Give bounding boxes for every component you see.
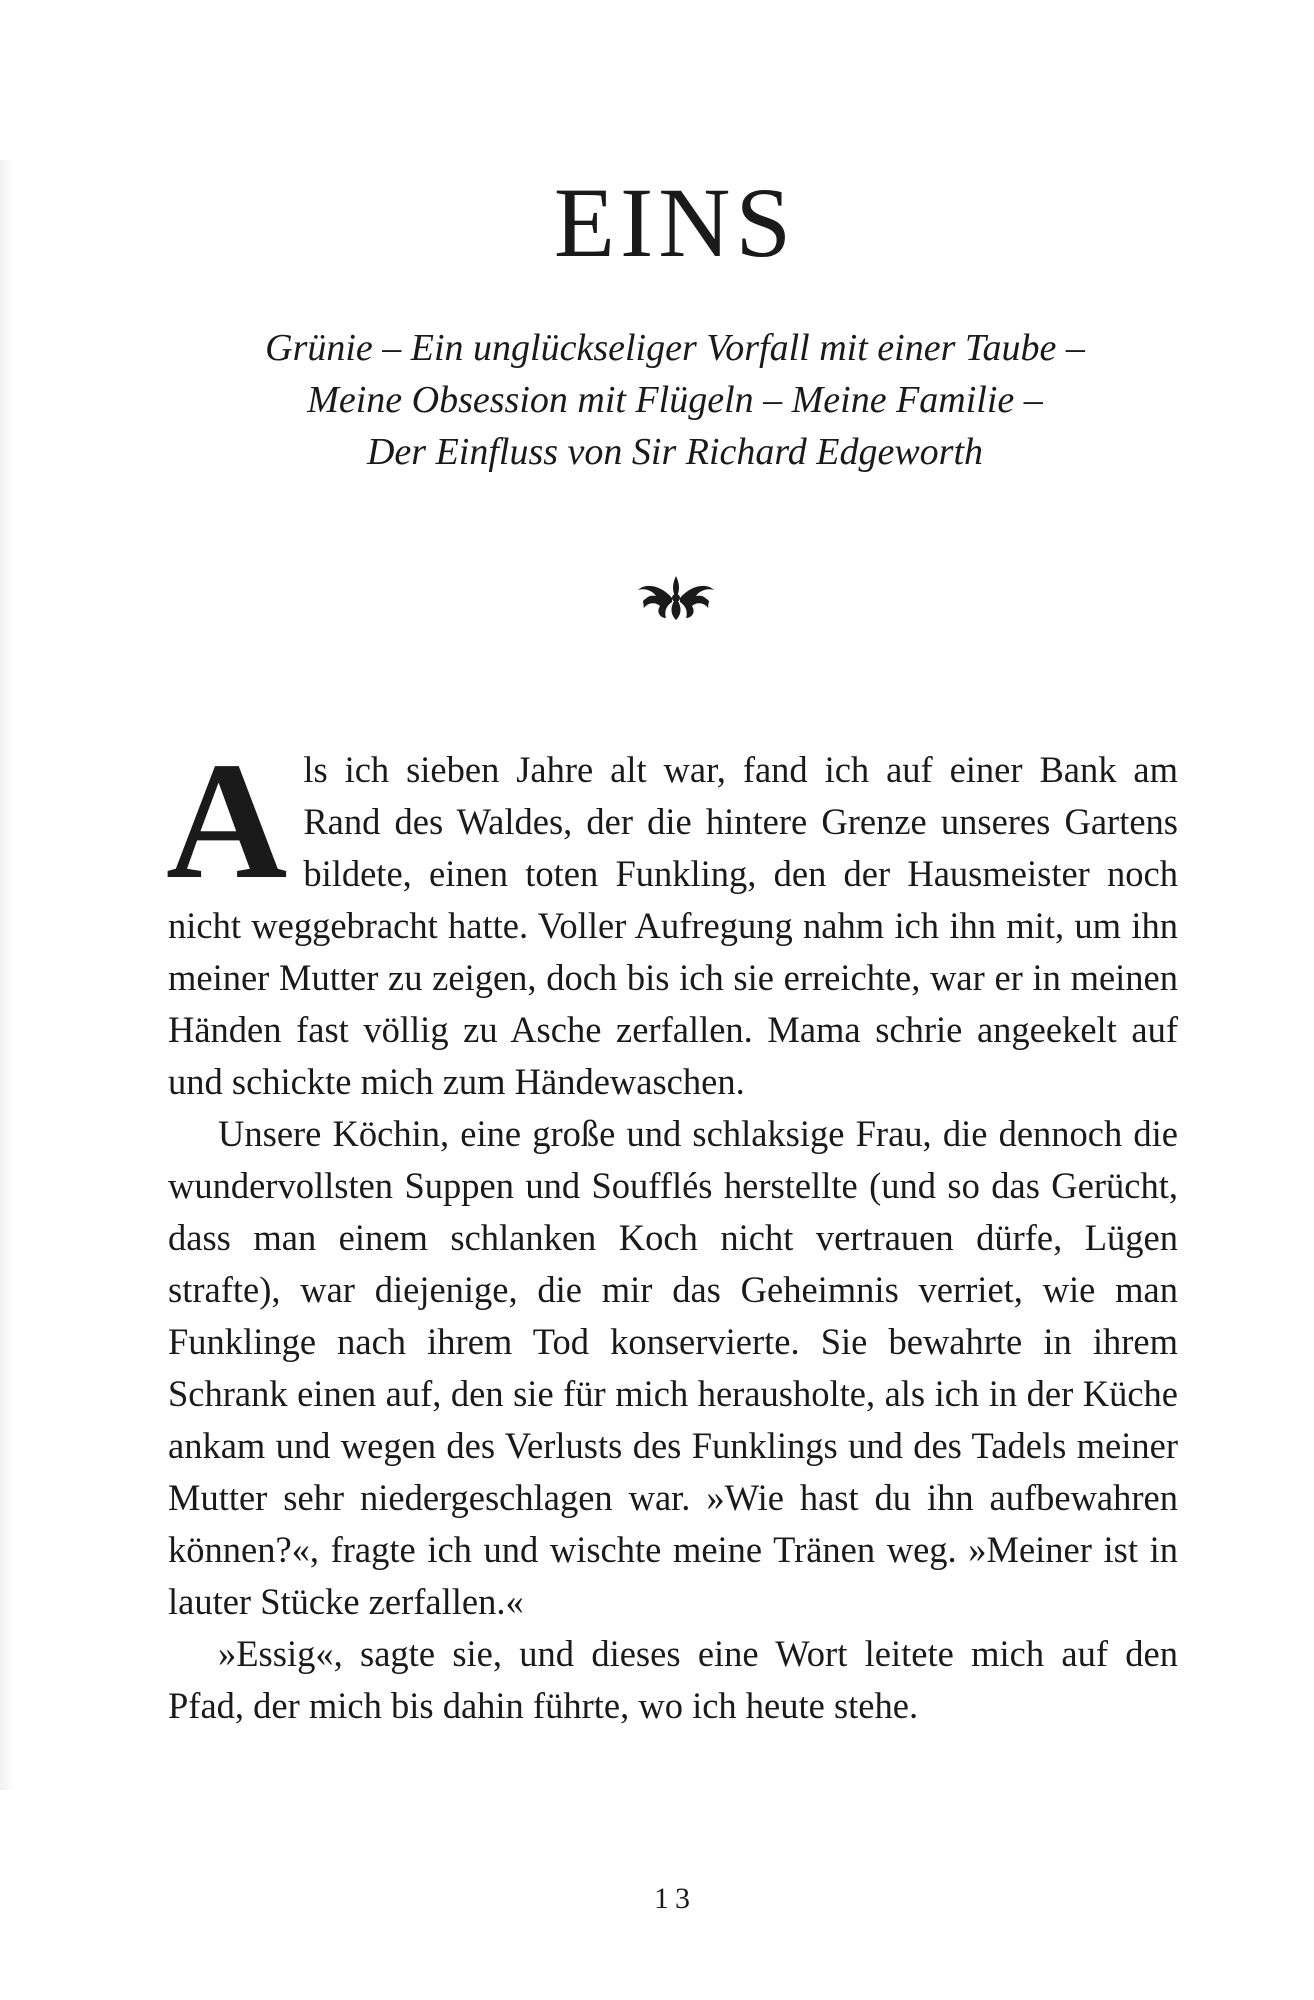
body-text	[166, 728, 1178, 1732]
chapter-title: EINS	[553, 167, 797, 278]
paragraph-2: Unsere Köchin, eine große und schlaksige Frau, die dennoch die wundervollsten Suppen und Soufflés herstellte (und so das Gerücht, dass man einem schlanken Koch nicht vertrauen dürfe, Lügen strafte), war diejenige, die mir das Geheimnis verriet, wie man Funklinge nach ihrem Tod konservierte. Sie bewahrte in ihrem Schrank einen auf, den sie für mich herausholte, als ich in der Küche ankam und wegen des Verlusts des Funklings und des Tadels meiner Mutter sehr niedergeschlagen war. »Wie hast du ihn aufbewahren können?«, fragte ich und wischte meine Tränen weg. »Meiner ist in lauter Stücke zerfallen.«	[168, 1113, 1178, 1622]
summary-line-3: Der Einfluss von Sir Richard Edgeworth	[366, 431, 984, 473]
paragraph-1-text: ls ich sieben Jahre alt war, fand ich auf einer Bank am Rand des Waldes, der die hintere Grenze unseres Gartens bildete, einen toten Funkling, den der Hausmeister noch nicht weggebracht hatte. Voller Aufregung nahm ich ihn mit, um ihn meiner Mutter zu zeigen, doch bis ich sie erreichte, war er in meinen Händen fast völlig zu Asche zerfallen. Mama schrie angeekelt auf und schickte mich zum Händewaschen.	[168, 749, 1178, 1102]
summary-line-1: Grünie – Ein unglückseliger Vorfall mit einer Taube –	[265, 327, 1085, 369]
floral-ornament-icon	[632, 572, 720, 624]
summary-line-2: Meine Obsession mit Flügeln – Meine Familie –	[307, 379, 1043, 421]
chapter-summary	[0, 322, 1314, 478]
paragraph-1	[166, 728, 1178, 1108]
drop-cap: A	[166, 728, 288, 914]
page-number: 13	[654, 1882, 696, 1915]
paragraph-3: »Essig«, sagte sie, und dieses eine Wort leitete mich auf den Pfad, der mich bis dahin führte, wo ich heute stehe.	[168, 1633, 1178, 1726]
